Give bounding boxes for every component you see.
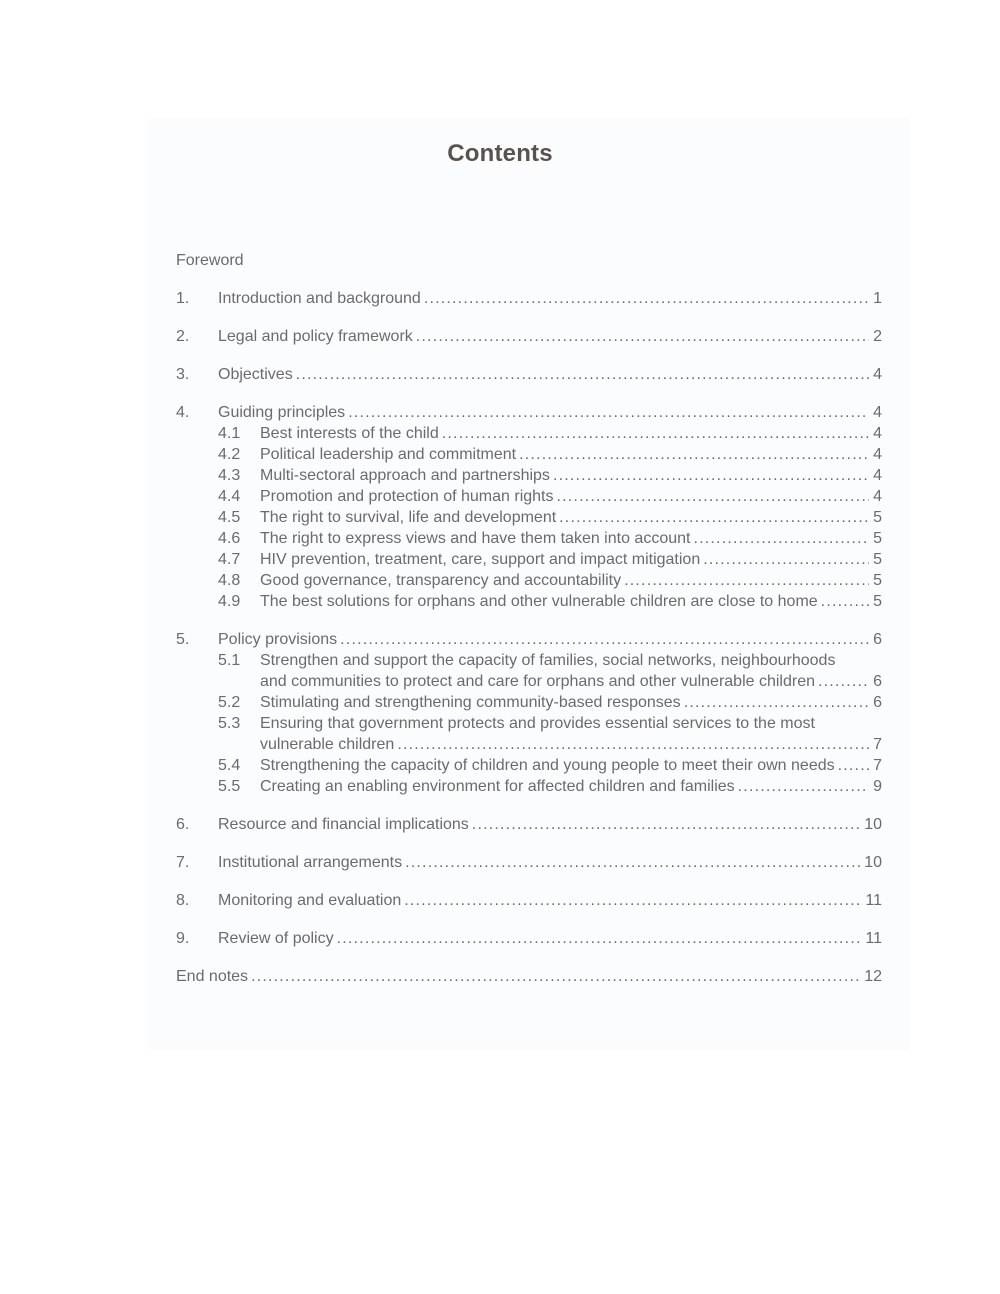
toc-section-number: 4. xyxy=(176,404,190,421)
dot-leader xyxy=(472,814,861,835)
toc-subrow xyxy=(176,671,882,692)
dot-leader xyxy=(821,591,869,612)
toc-subsection-label: Stimulating and strengthening community-based responses xyxy=(260,694,681,711)
toc-entry xyxy=(176,402,882,612)
dot-leader xyxy=(416,326,869,347)
toc-section-number: 3. xyxy=(176,366,190,383)
toc-page-number: 2 xyxy=(873,328,882,345)
toc-page-number: 4 xyxy=(873,488,882,505)
toc-subsection-label: Political leadership and commitment xyxy=(260,446,517,463)
toc-subsection-number: 4.5 xyxy=(218,509,241,526)
toc-entry xyxy=(176,326,882,347)
toc-page-number: 6 xyxy=(873,673,882,690)
dot-leader xyxy=(404,890,862,911)
dot-leader xyxy=(624,570,869,591)
toc-subsection-label: The right to express views and have them taken into account xyxy=(260,530,691,547)
dot-leader xyxy=(442,423,869,444)
toc-row xyxy=(176,364,882,385)
toc-row xyxy=(176,814,882,835)
toc-sections xyxy=(176,288,882,949)
toc-section-label: Objectives xyxy=(218,366,293,383)
toc-entry xyxy=(176,814,882,835)
toc-row xyxy=(176,288,882,309)
toc-subsection-label: Best interests of the child xyxy=(260,425,439,442)
toc-row xyxy=(176,402,882,423)
toc-entry xyxy=(176,928,882,949)
dot-leader xyxy=(703,549,869,570)
toc-page-number: 11 xyxy=(865,930,882,947)
toc-entry xyxy=(176,890,882,911)
toc-page-number: 5 xyxy=(873,530,882,547)
toc-page-number: 10 xyxy=(864,854,882,871)
dot-leader xyxy=(348,402,869,423)
toc-section-number: 9. xyxy=(176,930,190,947)
toc-subsection-number: 5.5 xyxy=(218,778,241,795)
toc-subsection-number: 5.2 xyxy=(218,694,241,711)
toc-subrow xyxy=(176,444,882,465)
toc-page-number: 5 xyxy=(873,593,882,610)
dot-leader xyxy=(405,852,861,873)
toc-subsection-number: 4.3 xyxy=(218,467,241,484)
toc-subsection-label: and communities to protect and care for orphans and other vulnerable children xyxy=(260,673,815,690)
toc-page-number: 4 xyxy=(873,404,882,421)
toc-section-label: Introduction and background xyxy=(218,290,421,307)
toc-subsection-number: 5.1 xyxy=(218,652,241,669)
toc-subsection-label: Ensuring that government protects and provides essential services to the most xyxy=(260,715,815,732)
page-title: Contents xyxy=(447,140,553,167)
toc-entry xyxy=(176,629,882,797)
toc-subsection-label: vulnerable children xyxy=(260,736,395,753)
toc-subrow xyxy=(176,692,882,713)
toc-page-number: 9 xyxy=(873,778,882,795)
toc-subsection-label: HIV prevention, treatment, care, support and impact mitigation xyxy=(260,551,701,568)
toc-subsection-label: The best solutions for orphans and other vulnerable children are close to home xyxy=(260,593,818,610)
toc-section-number: 2. xyxy=(176,328,190,345)
dot-leader xyxy=(337,928,863,949)
toc-row xyxy=(176,326,882,347)
toc-subsection-number: 4.7 xyxy=(218,551,241,568)
toc-row xyxy=(176,852,882,873)
dot-leader xyxy=(838,755,869,776)
toc-page-number: 11 xyxy=(865,892,882,909)
toc-page-number: 5 xyxy=(873,509,882,526)
toc-page-number: 4 xyxy=(873,446,882,463)
toc-subsection-label: Promotion and protection of human rights xyxy=(260,488,554,505)
toc-row xyxy=(176,890,882,911)
toc-section-label: Institutional arrangements xyxy=(218,854,403,871)
toc-page-number: 4 xyxy=(873,366,882,383)
table-of-contents xyxy=(176,250,882,987)
toc-subrow xyxy=(176,528,882,549)
dot-leader xyxy=(559,507,869,528)
toc-section-label: Policy provisions xyxy=(218,631,338,648)
toc-subrow xyxy=(176,465,882,486)
toc-subsection-number: 4.6 xyxy=(218,530,241,547)
toc-subrow xyxy=(176,776,882,797)
dot-leader xyxy=(818,671,869,692)
dot-leader xyxy=(340,629,869,650)
toc-row xyxy=(176,629,882,650)
toc-page-number: 7 xyxy=(873,736,882,753)
toc-section-label: Monitoring and evaluation xyxy=(218,892,402,909)
toc-section-number: 1. xyxy=(176,290,190,307)
toc-subsection-label: Good governance, transparency and accountability xyxy=(260,572,622,589)
toc-subsection-number: 4.8 xyxy=(218,572,241,589)
toc-subrow xyxy=(176,507,882,528)
toc-subrow xyxy=(176,486,882,507)
toc-section-number: 5. xyxy=(176,631,190,648)
toc-subsection-label: The right to survival, life and development xyxy=(260,509,557,526)
toc-entry xyxy=(176,852,882,873)
dot-leader xyxy=(553,465,869,486)
toc-endnotes-label: End notes xyxy=(176,968,249,985)
toc-subsection-label: Strengthen and support the capacity of families, social networks, neighbourhoods xyxy=(260,652,836,669)
toc-subsection-number: 4.2 xyxy=(218,446,241,463)
toc-page-number: 5 xyxy=(873,551,882,568)
toc-row xyxy=(176,928,882,949)
dot-leader xyxy=(684,692,869,713)
toc-page-number: 7 xyxy=(873,757,882,774)
toc-section-label: Review of policy xyxy=(218,930,334,947)
toc-section-label: Guiding principles xyxy=(218,404,346,421)
toc-endnotes xyxy=(176,966,882,987)
toc-subrow xyxy=(176,650,882,671)
toc-section-number: 7. xyxy=(176,854,190,871)
toc-subrow xyxy=(176,713,882,734)
toc-endnotes-page: 12 xyxy=(864,968,882,985)
toc-page-number: 10 xyxy=(864,816,882,833)
toc-subrow xyxy=(176,591,882,612)
toc-subrow xyxy=(176,755,882,776)
toc-subrow xyxy=(176,734,882,755)
toc-subsection-label: Creating an enabling environment for affected children and families xyxy=(260,778,735,795)
toc-entry xyxy=(176,364,882,385)
dot-leader xyxy=(693,528,869,549)
toc-page-number: 6 xyxy=(873,631,882,648)
dot-leader xyxy=(296,364,869,385)
toc-subrow xyxy=(176,423,882,444)
dot-leader xyxy=(557,486,870,507)
toc-subsection-label: Multi-sectoral approach and partnerships xyxy=(260,467,550,484)
dot-leader xyxy=(251,966,861,987)
dot-leader xyxy=(424,288,869,309)
toc-page-number: 6 xyxy=(873,694,882,711)
toc-page-number: 4 xyxy=(873,467,882,484)
toc-subrow xyxy=(176,570,882,591)
toc-page-number: 1 xyxy=(873,290,882,307)
toc-section-label: Resource and financial implications xyxy=(218,816,469,833)
toc-subsection-number: 4.1 xyxy=(218,425,241,442)
toc-subsection-label: Strengthening the capacity of children and young people to meet their own needs xyxy=(260,757,835,774)
dot-leader xyxy=(397,734,869,755)
toc-subsection-number: 5.4 xyxy=(218,757,241,774)
dot-leader xyxy=(519,444,869,465)
dot-leader xyxy=(738,776,869,797)
toc-page-number: 4 xyxy=(873,425,882,442)
toc-section-label: Legal and policy framework xyxy=(218,328,413,345)
toc-subsection-number: 4.9 xyxy=(218,593,241,610)
toc-subsection-number: 5.3 xyxy=(218,715,241,732)
toc-page-number: 5 xyxy=(873,572,882,589)
toc-subsection-number: 4.4 xyxy=(218,488,241,505)
toc-subrow xyxy=(176,549,882,570)
toc-section-number: 6. xyxy=(176,816,190,833)
toc-section-number: 8. xyxy=(176,892,190,909)
toc-entry xyxy=(176,288,882,309)
toc-foreword: Foreword xyxy=(176,252,244,269)
